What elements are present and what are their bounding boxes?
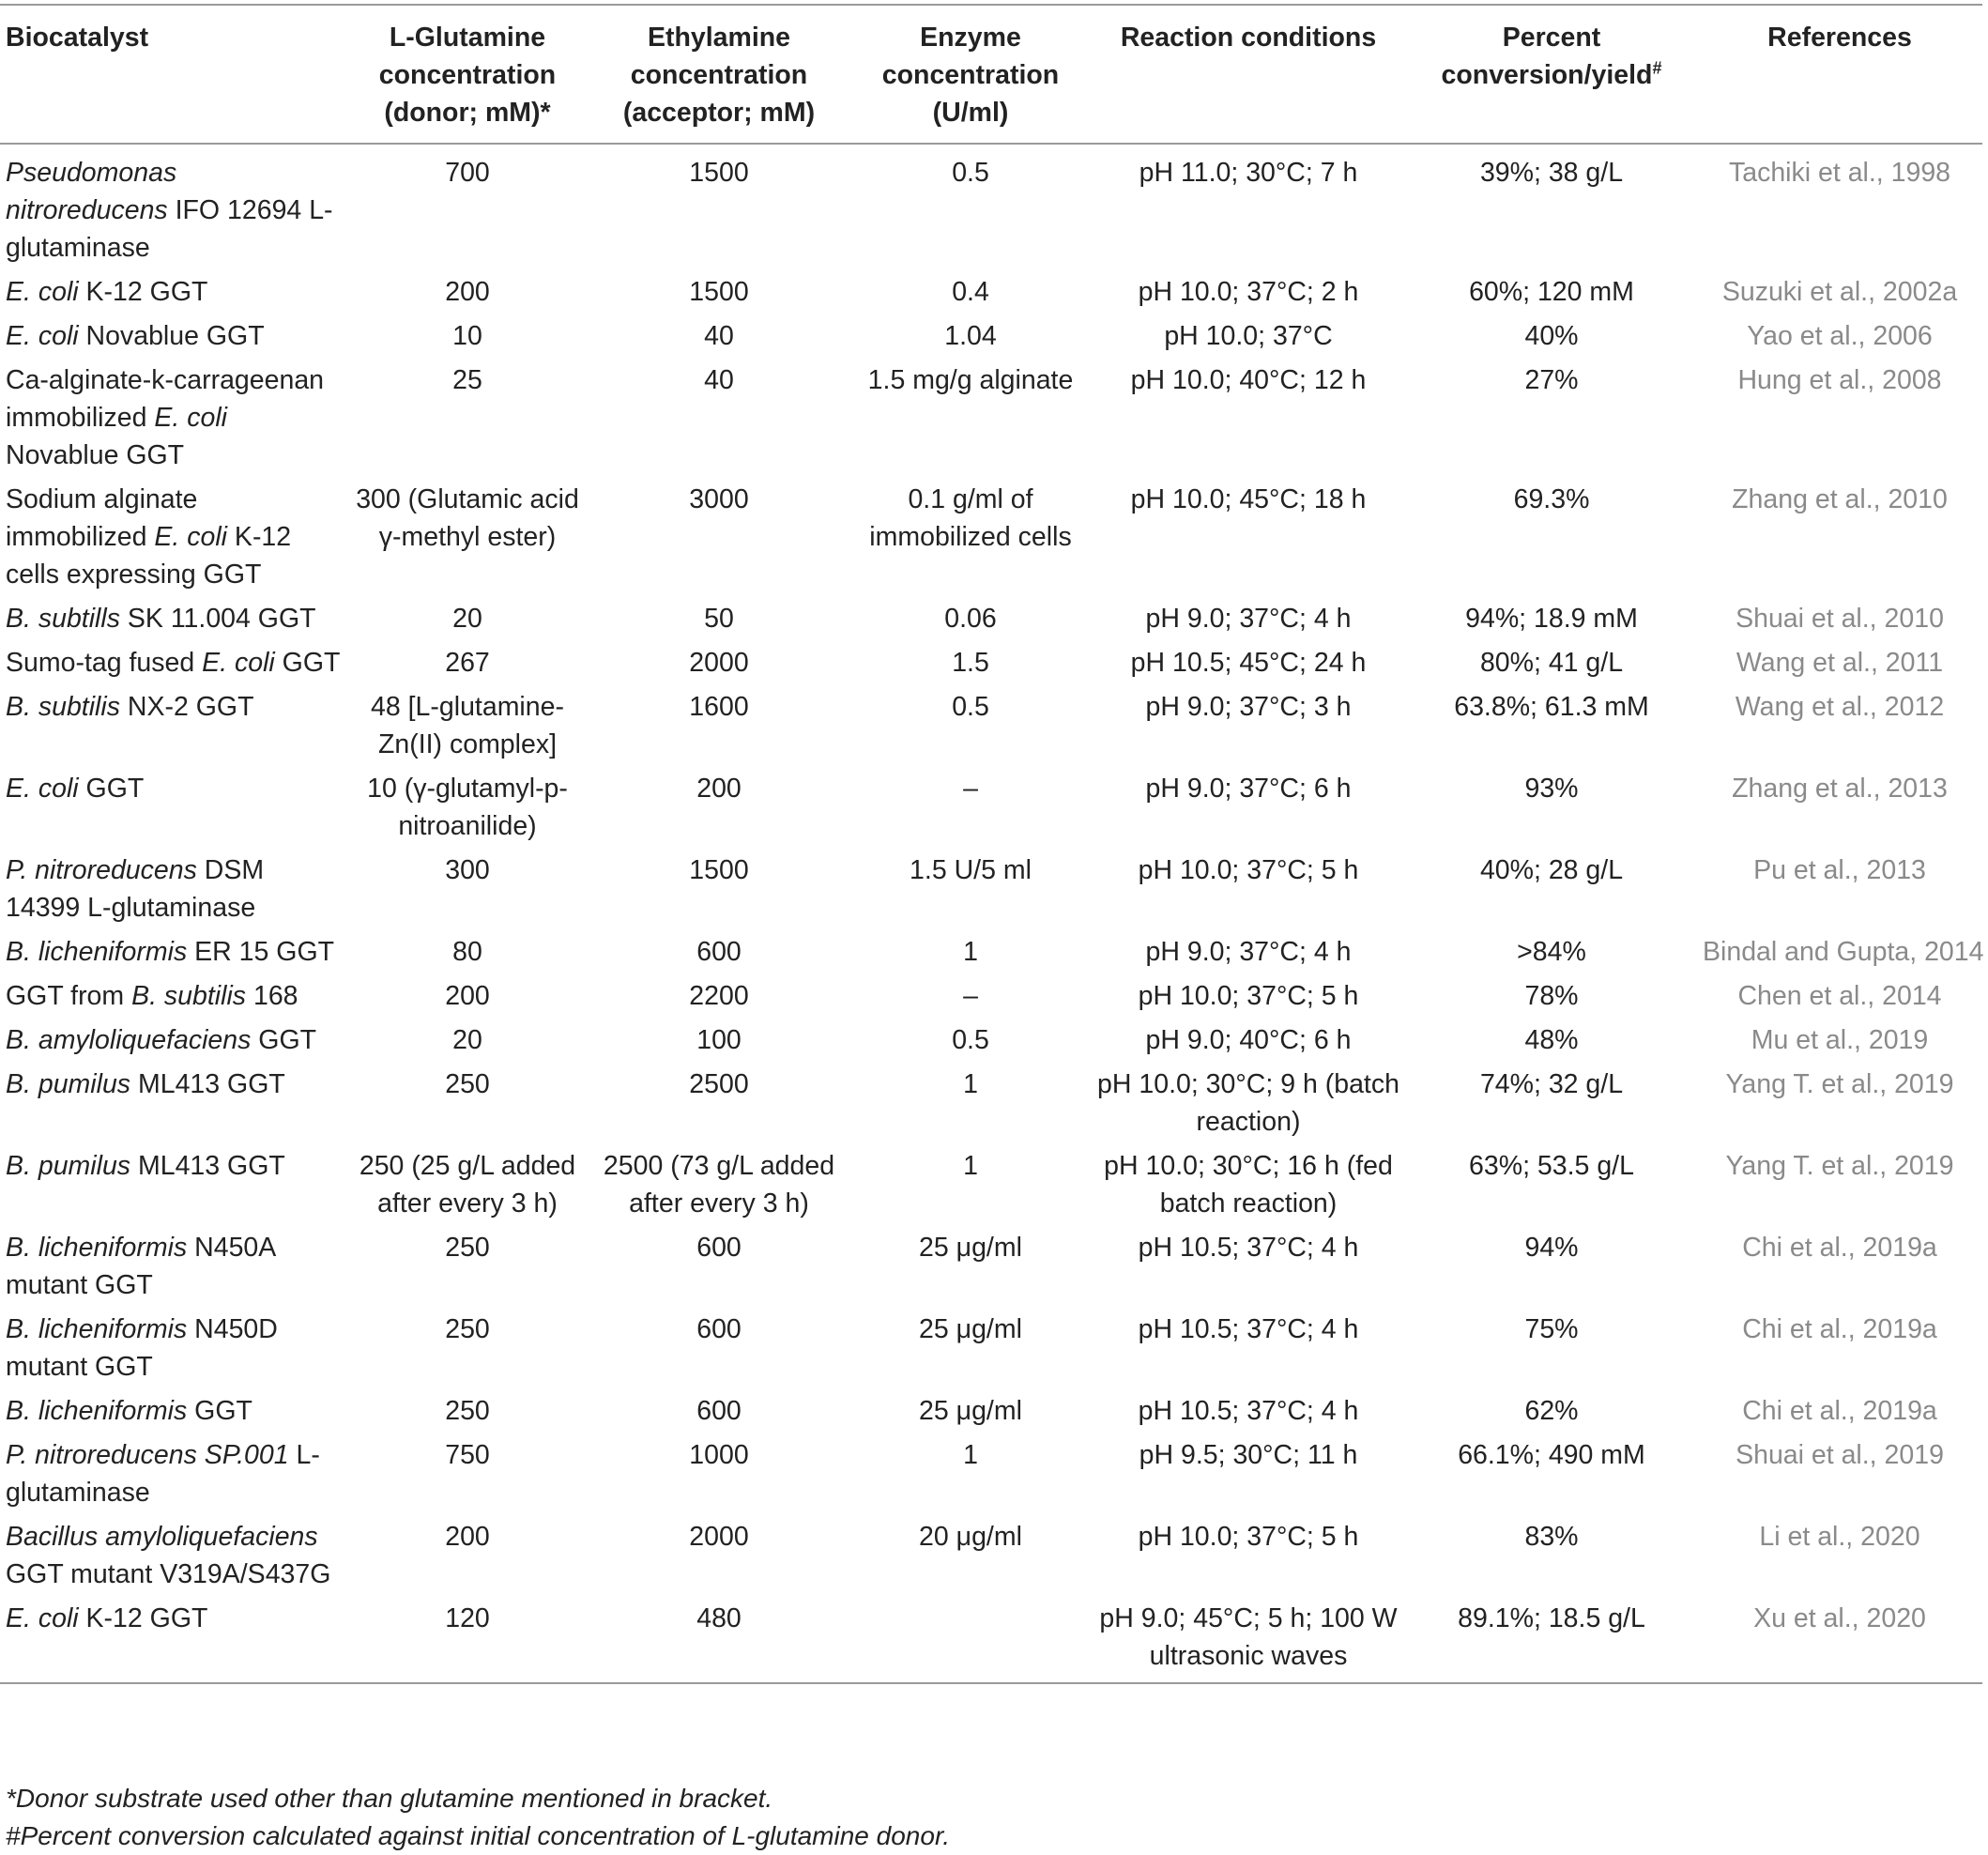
cell-percent: 62% [1524, 1396, 1579, 1426]
cell-enzyme: 20 μg/ml [919, 1522, 1022, 1552]
header-row [0, 5, 1982, 144]
header-biocatalyst [0, 5, 347, 144]
cell-conditions: pH 9.0; 37°C; 4 h [1145, 604, 1352, 634]
header-percent-line1: Percent [1502, 23, 1601, 53]
header-conditions-label: Reaction conditions [1120, 23, 1377, 53]
cell-glutamine: 200 [445, 277, 490, 307]
biocatalyst-text-segment: NX-2 GGT [119, 692, 254, 722]
cell-biocatalyst [0, 1433, 347, 1515]
cell-enzyme: 1 [963, 1069, 978, 1099]
cell-reference[interactable]: Wang et al., 2011 [1736, 648, 1944, 678]
cell-reference[interactable]: Zhang et al., 2013 [1732, 774, 1948, 804]
header-references [1697, 5, 1982, 144]
cell-conditions: pH 10.5; 45°C; 24 h [1130, 648, 1367, 678]
cell-glutamine: 200 [445, 981, 490, 1011]
cell-biocatalyst [0, 641, 347, 685]
cell-enzyme: 0.06 [944, 604, 997, 634]
biocatalyst-text-segment: E. coli [154, 522, 228, 552]
cell-biocatalyst [0, 270, 347, 314]
cell-percent: 66.1%; 490 mM [1458, 1440, 1645, 1470]
cell-reference[interactable]: Pu et al., 2013 [1753, 855, 1926, 885]
cell-reference[interactable]: Yang T. et al., 2019 [1725, 1069, 1954, 1099]
biocatalyst-text-segment: E. coli [6, 277, 79, 307]
cell-conditions: pH 10.0; 30°C; 9 h (batch reaction) [1097, 1069, 1399, 1137]
table-row [0, 270, 1982, 314]
header-enzyme-line3: (U/ml) [932, 98, 1009, 128]
cell-conditions: pH 9.0; 37°C; 6 h [1145, 774, 1352, 804]
header-percent-line2: conversion/yield [1441, 60, 1653, 90]
cell-biocatalyst [0, 1389, 347, 1433]
cell-conditions: pH 9.0; 37°C; 4 h [1145, 937, 1352, 967]
biocatalyst-text-segment: Novablue GGT [6, 440, 185, 470]
cell-enzyme: 0.4 [952, 277, 989, 307]
cell-biocatalyst [0, 974, 347, 1019]
table-row [0, 144, 1982, 270]
cell-biocatalyst [0, 359, 347, 478]
cell-glutamine: 300 [445, 855, 490, 885]
cell-ethylamine: 200 [696, 774, 742, 804]
cell-enzyme: 0.5 [952, 692, 989, 722]
cell-glutamine: 80 [452, 937, 482, 967]
cell-percent: 60%; 120 mM [1469, 277, 1634, 307]
cell-percent: 93% [1524, 774, 1579, 804]
cell-reference[interactable]: Xu et al., 2020 [1753, 1603, 1926, 1633]
biocatalyst-text-segment: SK 11.004 GGT [119, 604, 316, 634]
footnote-donor: *Donor substrate used other than glutamine mentioned in bracket. [6, 1784, 773, 1813]
table-row [0, 1019, 1982, 1063]
cell-biocatalyst [0, 685, 347, 767]
cell-conditions: pH 9.0; 40°C; 6 h [1145, 1025, 1352, 1055]
data-table [0, 4, 1982, 1684]
cell-biocatalyst [0, 849, 347, 930]
biocatalyst-text-segment: E. coli [6, 1603, 79, 1633]
biocatalyst-text-segment: E. coli [6, 321, 79, 351]
cell-conditions: pH 10.0; 45°C; 18 h [1130, 484, 1367, 514]
cell-conditions: pH 10.0; 37°C [1164, 321, 1333, 351]
cell-reference[interactable]: Wang et al., 2012 [1735, 692, 1945, 722]
cell-ethylamine: 2200 [689, 981, 749, 1011]
table-row [0, 1226, 1982, 1308]
header-references-label: References [1767, 23, 1912, 53]
table-row [0, 685, 1982, 767]
table-row [0, 641, 1982, 685]
biocatalyst-text-segment: IFO 12694 L-glutaminase [6, 195, 333, 263]
cell-ethylamine: 600 [696, 1396, 742, 1426]
cell-biocatalyst [0, 1226, 347, 1308]
cell-ethylamine: 2500 (73 g/L added after every 3 h) [603, 1151, 835, 1219]
header-enzyme [850, 5, 1091, 144]
header-enzyme-line2: concentration [881, 60, 1060, 90]
biocatalyst-text-segment: N450D mutant GGT [6, 1314, 278, 1382]
biocatalyst-text-segment: K-12 cells expressing GGT [6, 522, 292, 590]
cell-percent: 39%; 38 g/L [1479, 158, 1624, 188]
biocatalyst-text-segment: GGT [274, 648, 341, 678]
cell-glutamine: 250 [445, 1233, 490, 1263]
cell-conditions: pH 11.0; 30°C; 7 h [1139, 158, 1358, 188]
biocatalyst-text-segment: Pseudomonas nitroreducens [6, 158, 177, 225]
biocatalyst-text-segment: B. licheniformis [6, 937, 188, 967]
cell-reference[interactable]: Mu et al., 2019 [1751, 1025, 1929, 1055]
biocatalyst-text-segment: B. amyloliquefaciens [6, 1025, 252, 1055]
header-conditions [1091, 5, 1406, 144]
cell-conditions: pH 9.0; 45°C; 5 h; 100 W ultrasonic waves [1099, 1603, 1398, 1671]
cell-ethylamine: 600 [696, 937, 742, 967]
table-row [0, 359, 1982, 478]
biocatalyst-text-segment: ML413 GGT [130, 1151, 285, 1181]
biocatalyst-text-segment: B. licheniformis [6, 1314, 188, 1344]
cell-reference[interactable]: Bindal and Gupta, 2014 [1703, 937, 1984, 967]
table-row [0, 1144, 1982, 1226]
table-row [0, 974, 1982, 1019]
table-row [0, 1433, 1982, 1515]
table-row [0, 1389, 1982, 1433]
biocatalyst-text-segment: E. coli [202, 648, 275, 678]
table-row [0, 478, 1982, 597]
cell-biocatalyst [0, 144, 347, 270]
footnote-percent: #Percent conversion calculated against initial concentration of L-glutamine donor. [6, 1821, 951, 1850]
biocatalyst-text-segment: DSM 14399 L-glutaminase [6, 855, 265, 923]
biocatalyst-text-segment: B. subtilis [131, 981, 247, 1011]
cell-reference[interactable]: Chi et al., 2019a [1742, 1396, 1937, 1426]
cell-ethylamine: 1500 [689, 277, 749, 307]
cell-reference[interactable]: Suzuki et al., 2002a [1721, 277, 1958, 307]
cell-enzyme: 1.04 [944, 321, 997, 351]
biocatalyst-text-segment: B. subtills [6, 604, 120, 634]
cell-percent: 63.8%; 61.3 mM [1454, 692, 1649, 722]
header-glutamine-line1: L-Glutamine [389, 23, 546, 53]
cell-biocatalyst [0, 478, 347, 597]
cell-conditions: pH 10.0; 30°C; 16 h (fed batch reaction) [1104, 1151, 1393, 1219]
biocatalyst-text-segment: K-12 GGT [78, 1603, 208, 1633]
cell-biocatalyst [0, 1515, 347, 1597]
cell-reference[interactable]: Hung et al., 2008 [1737, 365, 1942, 395]
cell-biocatalyst [0, 1308, 347, 1389]
cell-percent: 40% [1524, 321, 1579, 351]
cell-enzyme: 0.1 g/ml of immobilized cells [869, 484, 1072, 552]
cell-percent: 78% [1524, 981, 1579, 1011]
cell-conditions: pH 10.5; 37°C; 4 h [1138, 1233, 1359, 1263]
cell-percent: 27% [1524, 365, 1579, 395]
cell-reference[interactable]: Li et al., 2020 [1759, 1522, 1920, 1552]
header-ethylamine-line3: (acceptor; mM) [622, 98, 816, 128]
cell-glutamine: 120 [445, 1603, 490, 1633]
cell-glutamine: 750 [445, 1440, 490, 1470]
header-enzyme-line1: Enzyme [920, 23, 1021, 53]
header-biocatalyst-label: Biocatalyst [6, 23, 149, 53]
cell-percent: 69.3% [1513, 484, 1590, 514]
cell-ethylamine: 2000 [689, 648, 749, 678]
cell-percent: 83% [1524, 1522, 1579, 1552]
biocatalyst-text-segment: Sumo-tag fused [6, 648, 203, 678]
header-percent [1406, 5, 1697, 144]
header-glutamine-line2: concentration [378, 60, 557, 90]
cell-biocatalyst [0, 597, 347, 641]
cell-ethylamine: 40 [704, 365, 734, 395]
biocatalyst-text-segment: B. licheniformis [6, 1233, 188, 1263]
biocatalyst-text-segment: E. coli [154, 403, 228, 433]
cell-ethylamine: 3000 [689, 484, 749, 514]
cell-ethylamine: 50 [704, 604, 734, 634]
biocatalyst-text-segment: ML413 GGT [130, 1069, 285, 1099]
table-row [0, 597, 1982, 641]
header-glutamine-line3: (donor; mM)* [384, 98, 551, 128]
biocatalyst-text-segment: B. licheniformis [6, 1396, 188, 1426]
cell-ethylamine: 480 [696, 1603, 742, 1633]
cell-enzyme: 25 μg/ml [919, 1314, 1022, 1344]
cell-glutamine: 300 (Glutamic acid γ-methyl ester) [356, 484, 579, 552]
cell-glutamine: 700 [445, 158, 490, 188]
cell-glutamine: 200 [445, 1522, 490, 1552]
cell-glutamine: 250 (25 g/L added after every 3 h) [359, 1151, 576, 1219]
cell-ethylamine: 2500 [689, 1069, 749, 1099]
cell-glutamine: 10 [452, 321, 482, 351]
cell-biocatalyst [0, 930, 347, 974]
cell-ethylamine: 2000 [689, 1522, 749, 1552]
cell-enzyme: 1 [963, 937, 978, 967]
cell-reference[interactable]: Chi et al., 2019a [1742, 1314, 1937, 1344]
cell-percent: 40%; 28 g/L [1479, 855, 1624, 885]
table-row [0, 930, 1982, 974]
cell-percent: >84% [1517, 937, 1586, 967]
biocatalyst-text-segment: Ca-alginate-k-carrageenan immobilized [6, 365, 325, 433]
cell-enzyme: – [963, 774, 978, 804]
cell-enzyme: 0.5 [952, 1025, 989, 1055]
cell-enzyme [850, 1597, 1091, 1683]
cell-percent: 75% [1524, 1314, 1579, 1344]
biocatalyst-text-segment: B. pumilus [6, 1151, 131, 1181]
cell-enzyme: 1 [963, 1440, 978, 1470]
cell-glutamine: 20 [452, 604, 482, 634]
footnotes [6, 1780, 950, 1855]
cell-conditions: pH 10.0; 37°C; 5 h [1138, 981, 1359, 1011]
cell-biocatalyst [0, 314, 347, 359]
cell-conditions: pH 10.0; 37°C; 5 h [1138, 1522, 1359, 1552]
cell-percent: 89.1%; 18.5 g/L [1458, 1603, 1645, 1633]
cell-enzyme: 1.5 mg/g alginate [867, 365, 1074, 395]
biocatalyst-text-segment: GGT [78, 774, 145, 804]
cell-biocatalyst [0, 767, 347, 849]
table-header [0, 5, 1982, 144]
cell-reference[interactable]: Shuai et al., 2010 [1736, 604, 1944, 634]
table-row [0, 849, 1982, 930]
table-body [0, 144, 1982, 1683]
cell-conditions: pH 10.5; 37°C; 4 h [1138, 1396, 1359, 1426]
cell-conditions: pH 9.5; 30°C; 11 h [1139, 1440, 1358, 1470]
cell-percent: 63%; 53.5 g/L [1469, 1151, 1634, 1181]
header-percent-superscript: # [1652, 58, 1662, 78]
table-row [0, 1597, 1982, 1683]
cell-conditions: pH 9.0; 37°C; 3 h [1145, 692, 1352, 722]
cell-percent: 94% [1524, 1233, 1579, 1263]
cell-enzyme: 1 [963, 1151, 978, 1181]
cell-reference[interactable]: Chi et al., 2019a [1742, 1233, 1937, 1263]
cell-conditions: pH 10.0; 37°C; 5 h [1138, 855, 1359, 885]
cell-ethylamine: 1600 [689, 692, 749, 722]
biocatalyst-text-segment: Bacillus amyloliquefaciens [6, 1522, 318, 1552]
cell-enzyme: 1.5 U/5 ml [910, 855, 1032, 885]
cell-glutamine: 48 [L-glutamine-Zn(II) complex] [371, 692, 564, 759]
cell-ethylamine: 1500 [689, 158, 749, 188]
cell-glutamine: 25 [452, 365, 482, 395]
cell-biocatalyst [0, 1063, 347, 1144]
table-row [0, 1063, 1982, 1144]
biocatalyst-text-segment: B. pumilus [6, 1069, 131, 1099]
cell-ethylamine: 100 [696, 1025, 742, 1055]
table-row [0, 1515, 1982, 1597]
cell-glutamine: 20 [452, 1025, 482, 1055]
cell-ethylamine: 600 [696, 1233, 742, 1263]
cell-ethylamine: 1500 [689, 855, 749, 885]
biocatalyst-text-segment: GGT [251, 1025, 317, 1055]
cell-conditions: pH 10.5; 37°C; 4 h [1138, 1314, 1359, 1344]
cell-reference[interactable]: Shuai et al., 2019 [1736, 1440, 1944, 1470]
cell-glutamine: 250 [445, 1069, 490, 1099]
cell-conditions: pH 10.0; 40°C; 12 h [1130, 365, 1367, 395]
biocatalyst-text-segment: L-glutaminase [6, 1440, 320, 1508]
biocatalyst-text-segment: E. coli [6, 774, 79, 804]
biocatalyst-text-segment: Sodium alginate immobilized [6, 484, 198, 552]
cell-ethylamine: 40 [704, 321, 734, 351]
biocatalyst-text-segment: K-12 GGT [78, 277, 208, 307]
cell-conditions: pH 10.0; 37°C; 2 h [1138, 277, 1359, 307]
biocatalyst-text-segment: GGT from [6, 981, 132, 1011]
cell-biocatalyst [0, 1144, 347, 1226]
cell-glutamine: 250 [445, 1396, 490, 1426]
biocatalyst-text-segment: P. nitroreducens [6, 855, 197, 885]
cell-glutamine: 267 [445, 648, 490, 678]
cell-ethylamine: 600 [696, 1314, 742, 1344]
cell-reference[interactable]: Yang T. et al., 2019 [1725, 1151, 1954, 1181]
cell-percent: 80%; 41 g/L [1479, 648, 1624, 678]
biocatalyst-text-segment: GGT mutant V319A/S437G [6, 1559, 331, 1589]
biocatalyst-text-segment: GGT [187, 1396, 252, 1426]
cell-biocatalyst [0, 1597, 347, 1683]
cell-reference[interactable]: Tachiki et al., 1998 [1728, 158, 1951, 188]
cell-percent: 48% [1524, 1025, 1579, 1055]
biocatalyst-text-segment: B. subtilis [6, 692, 120, 722]
header-glutamine [347, 5, 588, 144]
header-ethylamine-line1: Ethylamine [647, 23, 791, 53]
biocatalyst-text-segment: N450A mutant GGT [6, 1233, 275, 1300]
biocatalyst-text-segment: 168 [246, 981, 298, 1011]
cell-percent: 94%; 18.9 mM [1465, 604, 1638, 634]
cell-reference[interactable]: Chen et al., 2014 [1737, 981, 1942, 1011]
cell-glutamine: 10 (γ-glutamyl-p-nitroanilide) [367, 774, 568, 841]
cell-enzyme: – [963, 981, 978, 1011]
cell-enzyme: 0.5 [952, 158, 989, 188]
header-ethylamine [588, 5, 850, 144]
biocatalyst-text-segment: Novablue GGT [78, 321, 265, 351]
cell-reference[interactable]: Yao et al., 2006 [1747, 321, 1933, 351]
table-row [0, 767, 1982, 849]
table-row [0, 314, 1982, 359]
cell-enzyme: 1.5 [952, 648, 989, 678]
cell-biocatalyst [0, 1019, 347, 1063]
cell-reference[interactable]: Zhang et al., 2010 [1732, 484, 1948, 514]
table-row [0, 1308, 1982, 1389]
biocatalyst-text-segment: P. nitroreducens SP.001 [6, 1440, 289, 1470]
cell-glutamine: 250 [445, 1314, 490, 1344]
header-ethylamine-line2: concentration [630, 60, 808, 90]
cell-ethylamine: 1000 [689, 1440, 749, 1470]
cell-enzyme: 25 μg/ml [919, 1396, 1022, 1426]
cell-enzyme: 25 μg/ml [919, 1233, 1022, 1263]
cell-percent: 74%; 32 g/L [1479, 1069, 1624, 1099]
biocatalyst-text-segment: ER 15 GGT [187, 937, 335, 967]
